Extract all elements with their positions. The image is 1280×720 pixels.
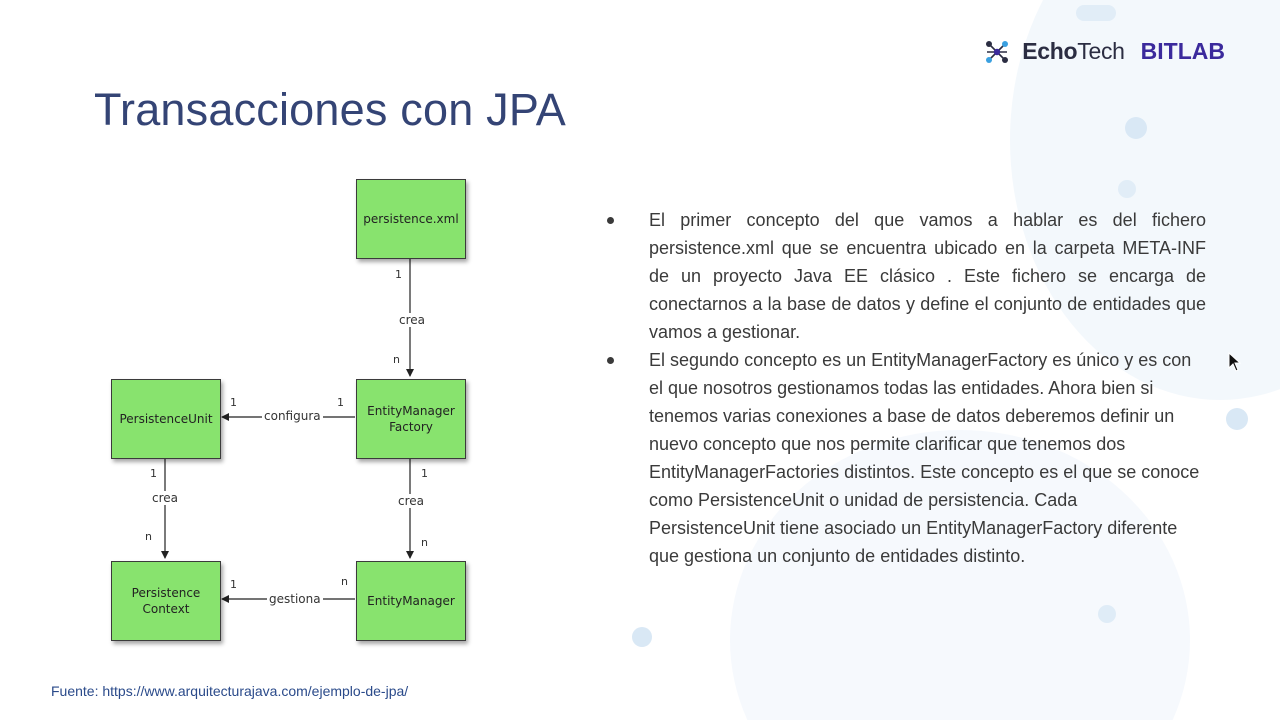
relation-label-em-pc: gestiona [269, 592, 321, 606]
background-dot [1226, 408, 1248, 430]
box-entity-manager: EntityManager [356, 561, 466, 641]
relation-label-emf-em: crea [398, 494, 425, 508]
box-persistence-xml: persistence.xml [356, 179, 466, 259]
bullet-text: El primer concepto del que vamos a hablar es del fichero persistence.xml que se encuentra ubicado en la carpeta META-INF de un proyecto Java EE clásico . Este fichero se encarga de conectarnos a la base de datos y define el conjunto de entidades que vamos a gestionar. [649, 210, 1206, 342]
slide-title: Transacciones con JPA [94, 84, 566, 135]
relation-label-emf-pu: configura [264, 409, 321, 423]
jpa-diagram [100, 170, 480, 650]
mult-xml-emf-from: 1 [395, 268, 402, 281]
bitlab-wordmark: BITLAB [1140, 38, 1225, 64]
background-dot [1125, 117, 1147, 139]
bullet-item [604, 206, 1206, 346]
mult-em-pc-from: n [341, 575, 348, 588]
box-entity-manager-factory: EntityManager Factory [356, 379, 466, 459]
bullet-dot-icon [607, 217, 614, 224]
header-logo [984, 38, 1225, 65]
box-persistence-unit: PersistenceUnit [111, 379, 221, 459]
relation-label-pu-pc: crea [152, 491, 179, 505]
echotech-logo-icon [984, 39, 1010, 65]
background-dot [1076, 5, 1116, 21]
bullet-dot-icon [607, 357, 614, 364]
mult-pu-pc-from: 1 [150, 467, 157, 480]
mult-emf-pu-to: 1 [230, 396, 237, 409]
mult-xml-emf-to: n [393, 353, 400, 366]
mult-emf-pu-from: 1 [337, 396, 344, 409]
bullet-item [604, 346, 1206, 570]
background-dot [1098, 605, 1116, 623]
mult-pu-pc-to: n [145, 530, 152, 543]
box-persistence-context: Persistence Context [111, 561, 221, 641]
mult-em-pc-to: 1 [230, 578, 237, 591]
mouse-cursor-icon [1228, 352, 1242, 372]
echotech-wordmark: EchoTech [1022, 38, 1125, 64]
mult-emf-em-from: 1 [421, 467, 428, 480]
relation-label-xml-emf: crea [399, 313, 426, 327]
bullet-list [604, 206, 1206, 570]
background-dot [632, 627, 652, 647]
mult-emf-em-to: n [421, 536, 428, 549]
source-link[interactable]: Fuente: https://www.arquitecturajava.com/ejemplo-de-jpa/ [51, 683, 409, 699]
background-dot [1118, 180, 1136, 198]
bullet-text: El segundo concepto es un EntityManagerFactory es único y es con el que nosotros gestionamos todas las entidades. Ahora bien si tenemos varias conexiones a base de datos deberemos definir un nuevo concepto que nos permite clarificar que tenemos dos EntityManagerFactories distintos. Este concepto es el que se conoce como PersistenceUnit o unidad de persistencia. Cada PersistenceUnit tiene asociado un EntityManagerFactory diferente que gestiona un conjunto de entidades distinto. [649, 350, 1200, 566]
